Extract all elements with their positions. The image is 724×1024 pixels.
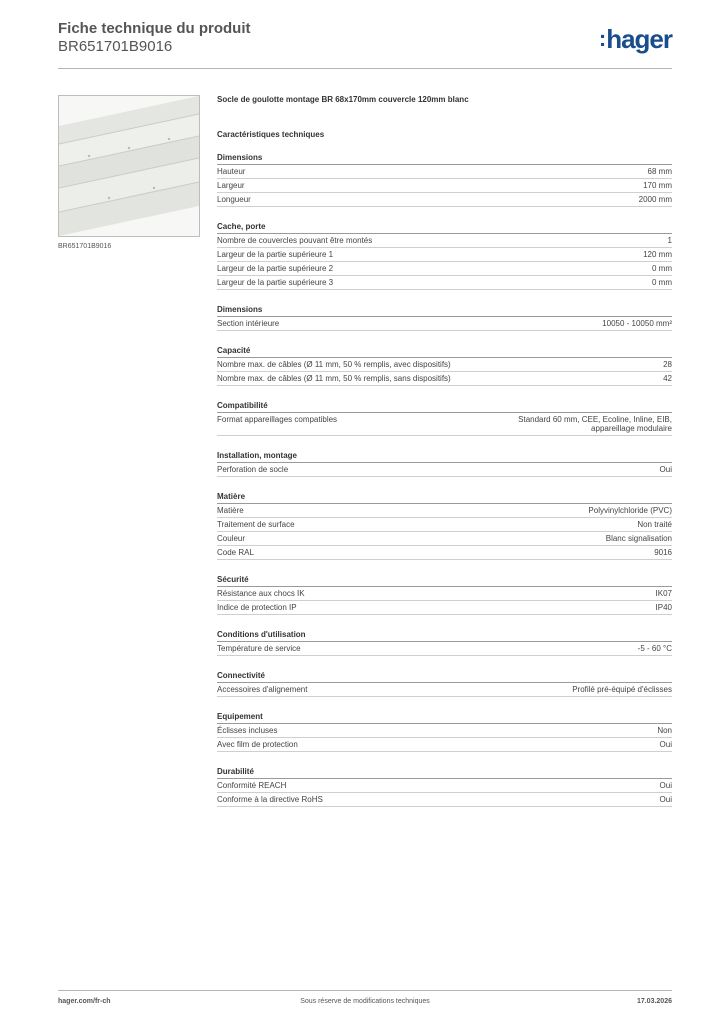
page-footer [58,998,672,1010]
spec-value: 42 [663,374,672,383]
spec-label: Matière [217,506,244,515]
spec-value: Profilé pré-équipé d'éclisses [572,685,672,694]
spec-row [217,179,672,193]
spec-label: Largeur [217,181,245,190]
spec-value: Oui [659,740,672,749]
spec-section [217,153,672,207]
spec-row [217,317,672,331]
spec-value: 28 [663,360,672,369]
section-title: Matière [217,492,672,504]
section-title: Durabilité [217,767,672,779]
spec-label: Section intérieure [217,319,280,328]
spec-label: Largeur de la partie supérieure 2 [217,264,334,273]
spec-value: Oui [659,781,672,790]
spec-value: IP40 [655,603,672,612]
specs-heading: Caractéristiques techniques [217,130,325,139]
spec-row [217,683,672,697]
product-description: Socle de goulotte montage BR 68x170mm couvercle 120mm blanc [217,95,469,104]
spec-row [217,601,672,615]
spec-value: 2000 mm [638,195,672,204]
spec-row [217,234,672,248]
spec-section [217,401,672,436]
section-title: Equipement [217,712,672,724]
spec-label: Avec film de protection [217,740,298,749]
spec-row [217,276,672,290]
page-header [58,20,672,68]
spec-row [217,504,672,518]
header-divider [58,68,672,69]
spec-value: Non traité [637,520,672,529]
spec-label: Nombre de couvercles pouvant être montés [217,236,373,245]
spec-value: Standard 60 mm, CEE, Ecoline, Inline, EIB, appareillage modulaire [518,415,672,433]
spec-label: Format appareillages compatibles [217,415,338,424]
spec-section [217,492,672,560]
footer-divider [58,990,672,991]
spec-label: Couleur [217,534,246,543]
section-title: Conditions d'utilisation [217,630,672,642]
section-title: Installation, montage [217,451,672,463]
spec-row [217,779,672,793]
spec-row [217,248,672,262]
spec-value: Blanc signalisation [605,534,672,543]
spec-section [217,222,672,290]
spec-row [217,463,672,477]
spec-value: IK07 [655,589,672,598]
spec-label: Accessoires d'alignement [217,685,308,694]
product-image [58,95,200,237]
spec-section [217,671,672,697]
spec-value: 170 mm [643,181,672,190]
spec-section [217,767,672,807]
product-reference: BR651701B9016 [58,38,173,55]
logo-text: hager [606,24,672,54]
spec-section [217,630,672,656]
spec-label: Nombre max. de câbles (Ø 11 mm, 50 % remplis, sans dispositifs) [217,374,451,383]
spec-section [217,575,672,615]
spec-row [217,165,672,179]
spec-row [217,413,672,436]
spec-label: Largeur de la partie supérieure 3 [217,278,334,287]
spec-row [217,724,672,738]
footer-date: 17.03.2026 [636,998,672,1005]
spec-label: Résistance aux chocs IK [217,589,305,598]
logo-dots: : [598,26,606,51]
spec-row [217,372,672,386]
hager-logo [599,26,672,54]
spec-label: Hauteur [217,167,246,176]
spec-value: Polyvinylchloride (PVC) [588,506,672,515]
spec-section [217,346,672,386]
spec-value: 0 mm [652,278,672,287]
spec-row [217,358,672,372]
spec-row [217,587,672,601]
spec-row [217,262,672,276]
section-title: Cache, porte [217,222,672,234]
section-title: Capacité [217,346,672,358]
spec-label: Largeur de la partie supérieure 1 [217,250,334,259]
spec-label: Code RAL [217,548,254,557]
footer-disclaimer: Sous réserve de modifications techniques [300,998,430,1005]
spec-sections [217,153,672,807]
spec-label: Température de service [217,644,301,653]
section-title: Dimensions [217,305,672,317]
spec-value: 0 mm [652,264,672,273]
spec-value: -5 - 60 °C [637,644,672,653]
spec-section [217,712,672,752]
spec-label: Indice de protection IP [217,603,297,612]
spec-label: Traitement de surface [217,520,295,529]
section-title: Connectivité [217,671,672,683]
section-title: Sécurité [217,575,672,587]
spec-label: Conformité REACH [217,781,287,790]
spec-value: 1 [667,236,672,245]
spec-label: Nombre max. de câbles (Ø 11 mm, 50 % remplis, avec dispositifs) [217,360,451,369]
spec-value: Non [657,726,672,735]
image-caption: BR651701B9016 [58,243,112,250]
spec-value: Oui [659,795,672,804]
spec-row [217,193,672,207]
footer-website[interactable]: hager.com/fr-ch [58,998,111,1005]
section-title: Compatibilité [217,401,672,413]
spec-content [217,95,672,822]
spec-value: 120 mm [643,250,672,259]
spec-value: 9016 [654,548,672,557]
spec-section [217,451,672,477]
spec-row [217,738,672,752]
spec-label: Conforme à la directive RoHS [217,795,323,804]
spec-value: 10050 - 10050 mm² [602,319,672,328]
spec-row [217,532,672,546]
spec-row [217,642,672,656]
spec-label: Perforation de socle [217,465,289,474]
section-title: Dimensions [217,153,672,165]
spec-row [217,793,672,807]
spec-label: Longueur [217,195,251,204]
spec-section [217,305,672,331]
spec-row [217,546,672,560]
spec-value: 68 mm [647,167,672,176]
page-title: Fiche technique du produit [58,20,251,37]
spec-value: Oui [659,465,672,474]
spec-label: Éclisses incluses [217,726,278,735]
spec-row [217,518,672,532]
